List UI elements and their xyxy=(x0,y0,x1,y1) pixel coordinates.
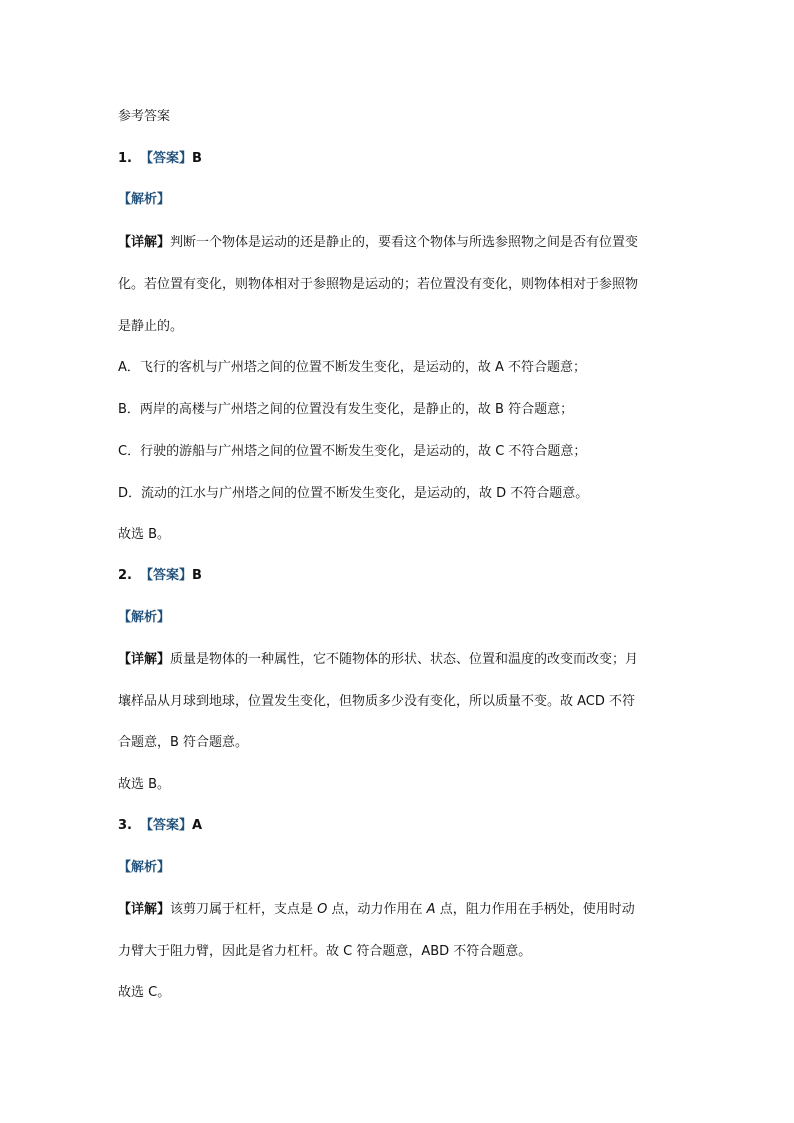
q3-answer-line xyxy=(118,817,202,835)
q2-detail-line-1 xyxy=(118,651,638,669)
q2-analysis-tag xyxy=(118,609,170,627)
q1-number: 1. xyxy=(118,151,132,166)
q3-answer-tag: 【答案】 xyxy=(139,818,192,833)
page-heading: 参考答案 xyxy=(118,109,171,124)
q3-detail-text-1a: 该剪刀属于杠杆，支点是 xyxy=(170,902,318,917)
q2-number: 2. xyxy=(118,568,132,583)
q2-answer-line xyxy=(118,567,202,585)
q1-option-c: C．行驶的游船与广州塔之间的位置不断发生变化，是运动的，故 C 不符合题意； xyxy=(118,444,587,459)
q3-point-o: O xyxy=(317,902,328,917)
q1-conclusion: 故选 B。 xyxy=(118,527,171,542)
q3-number: 3. xyxy=(118,818,132,833)
q2-detail-tag: 【详解】 xyxy=(118,652,171,667)
q2-answer-value: B xyxy=(192,568,202,583)
q3-detail-line-1 xyxy=(118,901,635,919)
q1-detail-line-3: 是静止的。 xyxy=(118,319,184,334)
q1-detail-line-1 xyxy=(118,234,638,252)
q1-option-d: D．流动的江水与广州塔之间的位置不断发生变化，是运动的，故 D 不符合题意。 xyxy=(118,486,589,501)
q1-detail-text-1: 判断一个物体是运动的还是静止的，要看这个物体与所选参照物之间是否有位置变 xyxy=(170,235,639,250)
q2-conclusion: 故选 B。 xyxy=(118,777,171,792)
q3-detail-line-2: 力臂大于阻力臂，因此是省力杠杆。故 C 符合题意，ABD 不符合题意。 xyxy=(118,944,532,959)
q3-answer-value: A xyxy=(192,818,203,833)
q3-conclusion: 故选 C。 xyxy=(118,985,171,1000)
q3-detail-text-1b: 点，动力作用在 xyxy=(327,902,427,917)
q1-option-b: B．两岸的高楼与广州塔之间的位置没有发生变化，是静止的，故 B 符合题意； xyxy=(118,402,574,417)
q1-answer-tag: 【答案】 xyxy=(139,151,192,166)
q1-detail-tag: 【详解】 xyxy=(118,235,171,250)
q1-detail-line-2: 化。若位置有变化，则物体相对于参照物是运动的；若位置没有变化，则物体相对于参照物 xyxy=(118,277,639,292)
q1-option-a: A．飞行的客机与广州塔之间的位置不断发生变化，是运动的，故 A 不符合题意； xyxy=(118,360,587,375)
q3-point-a: A xyxy=(426,902,436,917)
q2-answer-tag: 【答案】 xyxy=(139,568,192,583)
q1-answer-value: B xyxy=(192,151,202,166)
q3-detail-text-1c: 点，阻力作用在手柄处，使用时动 xyxy=(435,902,635,917)
q3-analysis-tag xyxy=(118,859,170,877)
q2-detail-line-2: 壤样品从月球到地球，位置发生变化，但物质多少没有变化，所以质量不变。故 ACD 不符 xyxy=(118,694,636,709)
q2-detail-text-1: 质量是物体的一种属性，它不随物体的形状、状态、位置和温度的改变而改变；月 xyxy=(170,652,639,667)
q1-answer-line xyxy=(118,150,202,168)
q2-analysis-label: 【解析】 xyxy=(118,610,171,625)
q3-detail-tag: 【详解】 xyxy=(118,902,171,917)
q1-analysis-tag xyxy=(118,191,170,209)
q1-analysis-label: 【解析】 xyxy=(118,192,171,207)
q3-analysis-label: 【解析】 xyxy=(118,860,171,875)
q2-detail-line-3: 合题意，B 符合题意。 xyxy=(118,735,249,750)
